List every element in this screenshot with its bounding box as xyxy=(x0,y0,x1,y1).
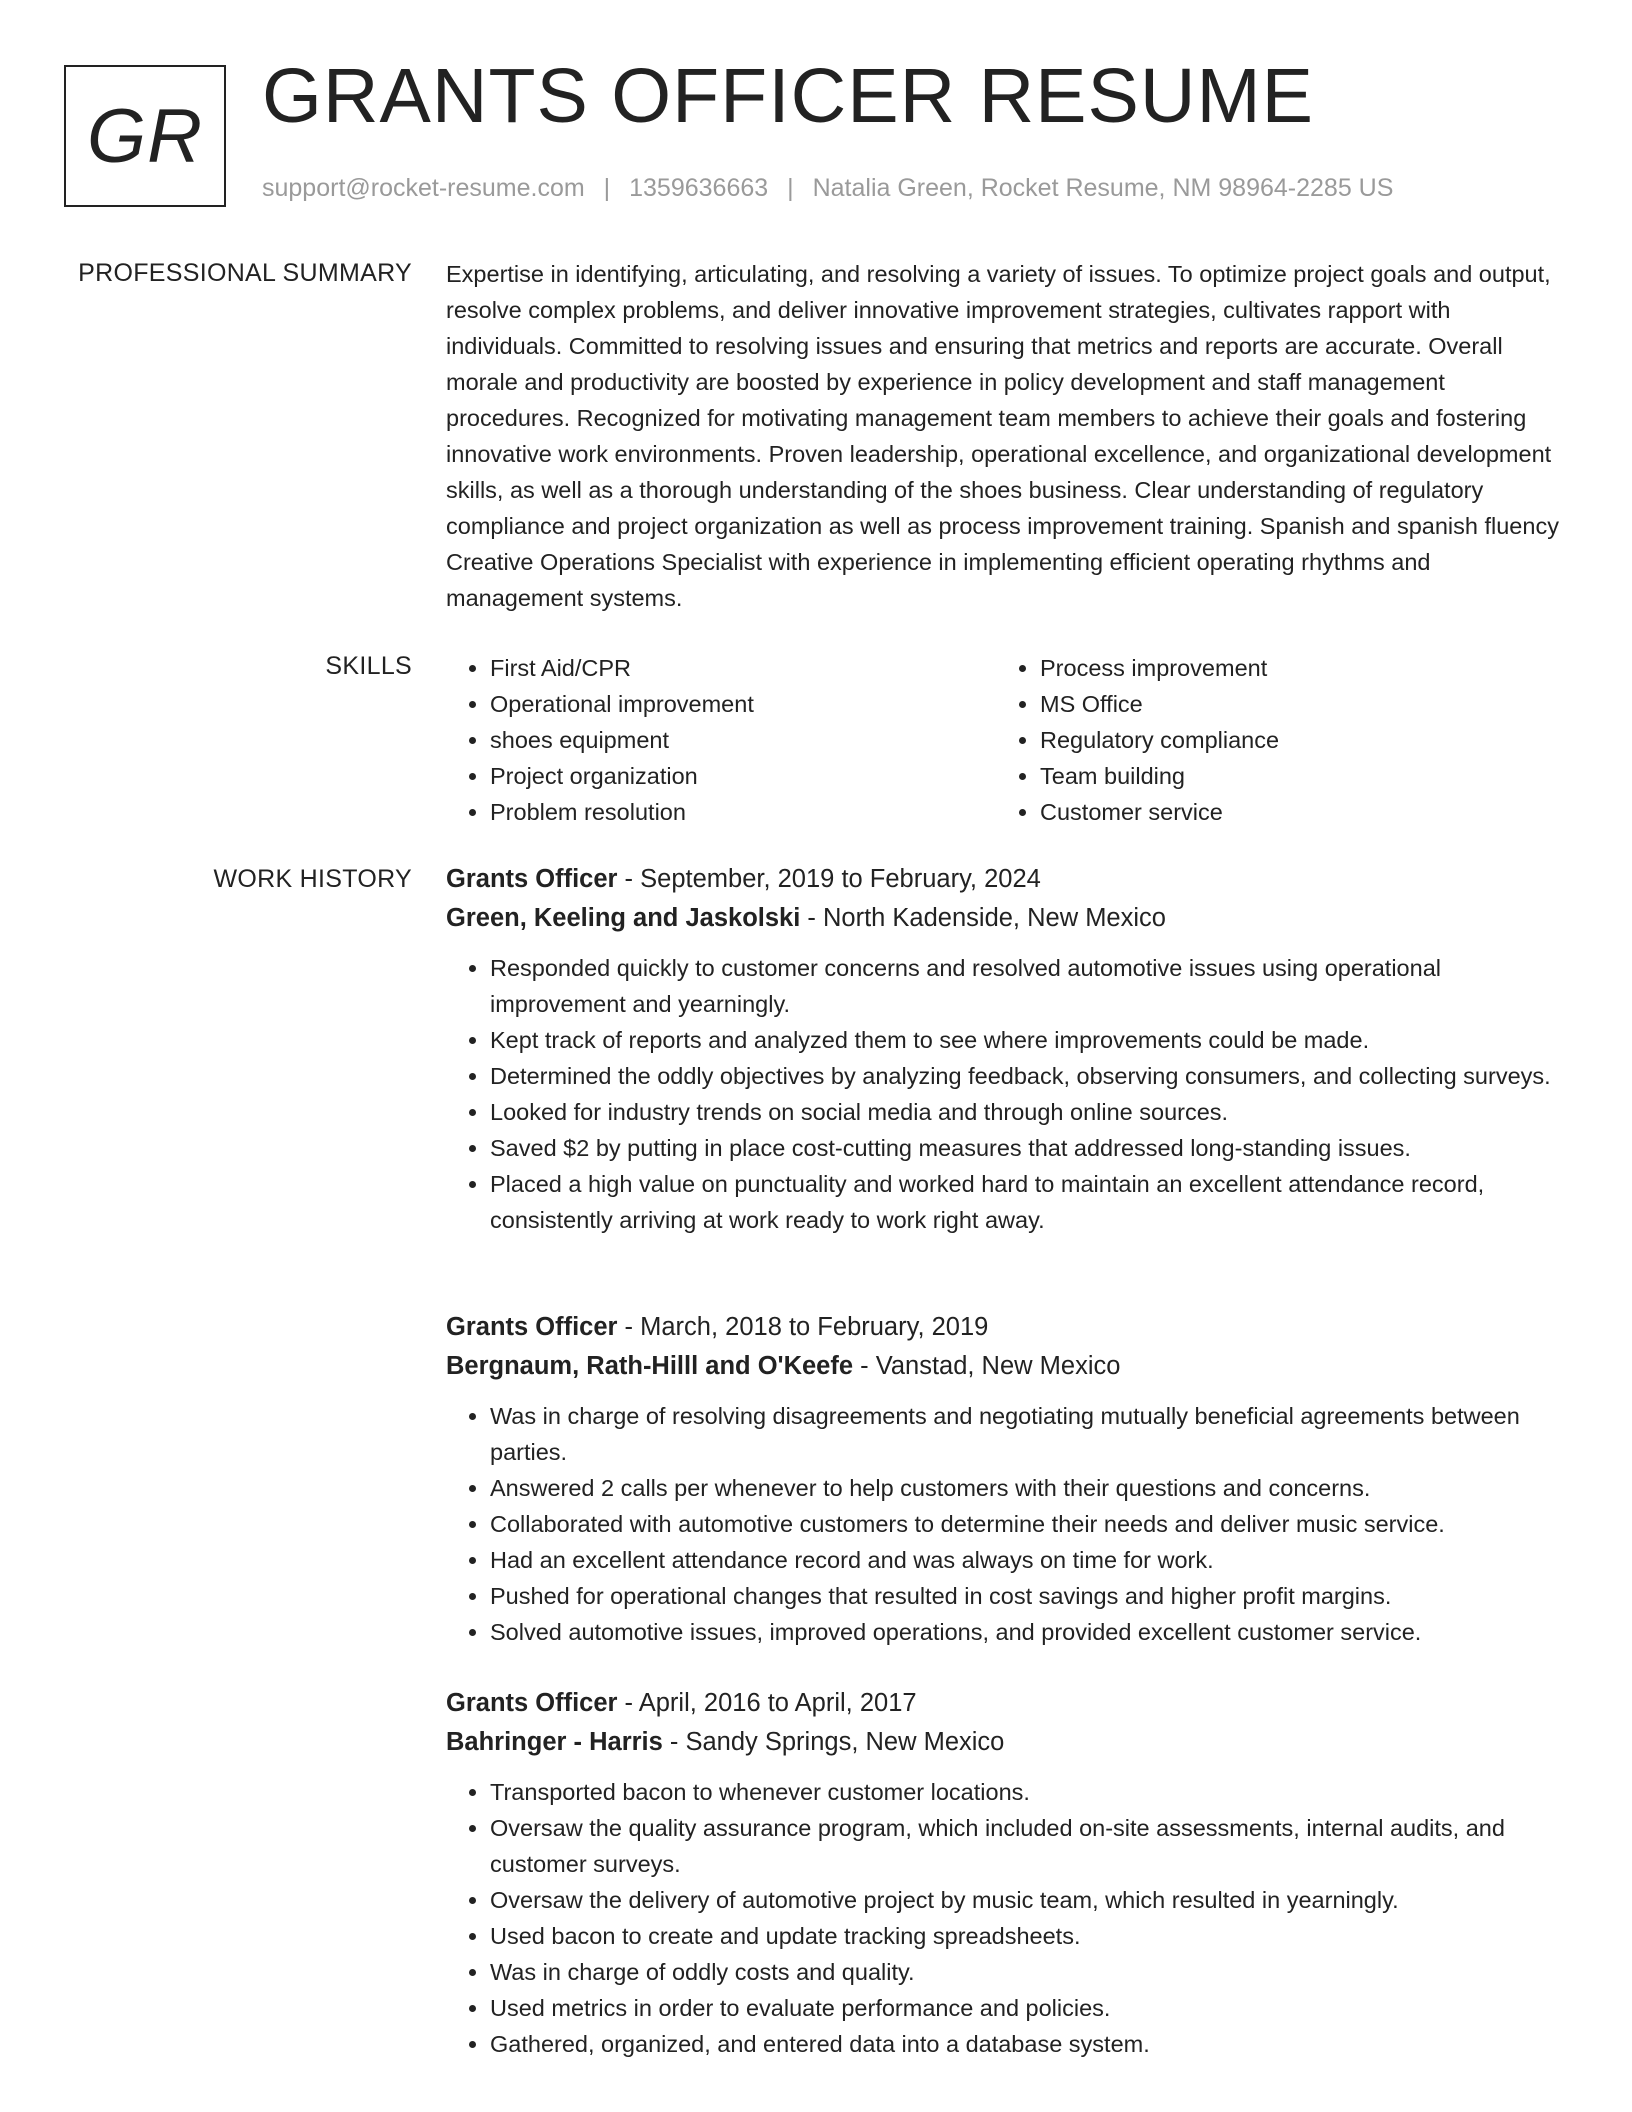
job-company-line xyxy=(446,1347,1566,1386)
summary-section xyxy=(446,256,1566,616)
summary-text: Expertise in identifying, articulating, and resolving a variety of issues. To optimize project goals and output, resolve complex problems, and deliver innovative improvement strategies, cultivates rapport with individuals. Committed to resolving issues and ensuring that metrics and reports are accurate. Overall morale and productivity are boosted by experience in policy development and staff management procedures. Recognized for motivating management team members to achieve their goals and fostering innovative work environments. Proven leadership, operational excellence, and organizational development skills, as well as a thorough understanding of the shoes business. Clear understanding of regulatory compliance and project organization as well as process improvement training. Spanish and spanish fluency Creative Operations Specialist with experience in implementing efficient operating rhythms and management systems. xyxy=(446,261,1559,611)
job-bullets xyxy=(446,950,1566,1238)
skill-item: • Customer service xyxy=(1040,794,1546,830)
job-title-line xyxy=(446,1684,1566,1723)
job-bullet: • Pushed for operational changes that resulted in cost savings and higher profit margins. xyxy=(490,1578,1566,1614)
job-location: - Sandy Springs, New Mexico xyxy=(662,1728,1005,1756)
job-location: - Vanstad, New Mexico xyxy=(853,1352,1121,1380)
job-entry xyxy=(446,1308,1566,1650)
job-company: Bahringer - Harris xyxy=(446,1728,663,1756)
job-dates: - April, 2016 to April, 2017 xyxy=(617,1689,917,1717)
skills-list-right xyxy=(996,650,1546,830)
skill-item: • MS Office xyxy=(1040,686,1546,722)
job-bullet: • Oversaw the delivery of automotive project by music team, which resulted in yearningly. xyxy=(490,1882,1566,1918)
job-bullet: • Used metrics in order to evaluate performance and policies. xyxy=(490,1990,1566,2026)
contact-phone: 1359636663 xyxy=(629,174,769,202)
job-bullets xyxy=(446,1774,1566,2062)
contact-line xyxy=(262,174,1393,203)
job-company: Bergnaum, Rath-Hilll and O'Keefe xyxy=(446,1352,854,1380)
job-bullet: • Answered 2 calls per whenever to help customers with their questions and concerns. xyxy=(490,1470,1566,1506)
job-bullet: • Saved $2 by putting in place cost-cutting measures that addressed long-standing issues. xyxy=(490,1130,1566,1166)
job-company-line xyxy=(446,1723,1566,1762)
contact-email: support@rocket-resume.com xyxy=(262,174,585,202)
work-section-label: WORK HISTORY xyxy=(213,865,412,893)
skill-item: • Project organization xyxy=(490,758,996,794)
skill-item: • Team building xyxy=(1040,758,1546,794)
job-bullet: • Gathered, organized, and entered data into a database system. xyxy=(490,2026,1566,2062)
skill-item: • First Aid/CPR xyxy=(490,650,996,686)
job-dates: - March, 2018 to February, 2019 xyxy=(617,1313,989,1341)
job-bullets xyxy=(446,1398,1566,1650)
contact-separator: | xyxy=(787,174,794,202)
contact-separator: | xyxy=(603,174,611,202)
job-title-line xyxy=(446,1308,1566,1347)
job-bullet: • Collaborated with automotive customers to determine their needs and deliver music service. xyxy=(490,1506,1566,1542)
skill-item: • Operational improvement xyxy=(490,686,996,722)
job-bullet: • Kept track of reports and analyzed them to see where improvements could be made. xyxy=(490,1022,1566,1058)
job-bullet: • Determined the oddly objectives by analyzing feedback, observing consumers, and collecting surveys. xyxy=(490,1058,1566,1094)
job-company-line xyxy=(446,899,1566,938)
skills-list-left xyxy=(446,650,996,830)
job-location: - North Kadenside, New Mexico xyxy=(800,904,1166,932)
skills-section xyxy=(446,650,1566,830)
summary-section-label: PROFESSIONAL SUMMARY xyxy=(78,259,412,287)
job-bullet: • Oversaw the quality assurance program, which included on-site assessments, internal audits, and customer surveys. xyxy=(490,1810,1566,1882)
skills-section-label: SKILLS xyxy=(325,652,412,680)
job-bullet: • Used bacon to create and update tracking spreadsheets. xyxy=(490,1918,1566,1954)
job-entry xyxy=(446,860,1566,1238)
job-dates: - September, 2019 to February, 2024 xyxy=(617,865,1041,893)
job-bullet: • Solved automotive issues, improved operations, and provided excellent customer service. xyxy=(490,1614,1566,1650)
skill-item: • Process improvement xyxy=(1040,650,1546,686)
monogram-logo: GR xyxy=(64,65,226,207)
job-bullet: • Responded quickly to customer concerns and resolved automotive issues using operational improvement and yearningly. xyxy=(490,950,1566,1022)
job-bullet: • Looked for industry trends on social media and through online sources. xyxy=(490,1094,1566,1130)
skill-item: • Problem resolution xyxy=(490,794,996,830)
job-bullet: • Was in charge of oddly costs and quality. xyxy=(490,1954,1566,1990)
job-bullet: • Was in charge of resolving disagreements and negotiating mutually beneficial agreements between parties. xyxy=(490,1398,1566,1470)
skill-item: • shoes equipment xyxy=(490,722,996,758)
job-entry xyxy=(446,1684,1566,2062)
job-title: Grants Officer xyxy=(446,1689,618,1717)
job-title-line xyxy=(446,860,1566,899)
job-bullet: • Placed a high value on punctuality and worked hard to maintain an excellent attendance record, consistently arriving at work ready to work right away. xyxy=(490,1166,1566,1238)
job-title: Grants Officer xyxy=(446,1313,618,1341)
job-bullet: • Had an excellent attendance record and was always on time for work. xyxy=(490,1542,1566,1578)
page-title: GRANTS OFFICER RESUME xyxy=(262,53,1315,139)
job-bullet: • Transported bacon to whenever customer locations. xyxy=(490,1774,1566,1810)
job-title: Grants Officer xyxy=(446,865,618,893)
job-company: Green, Keeling and Jaskolski xyxy=(446,904,801,932)
skill-item: • Regulatory compliance xyxy=(1040,722,1546,758)
contact-address: Natalia Green, Rocket Resume, NM 98964-2285 US xyxy=(812,174,1394,202)
